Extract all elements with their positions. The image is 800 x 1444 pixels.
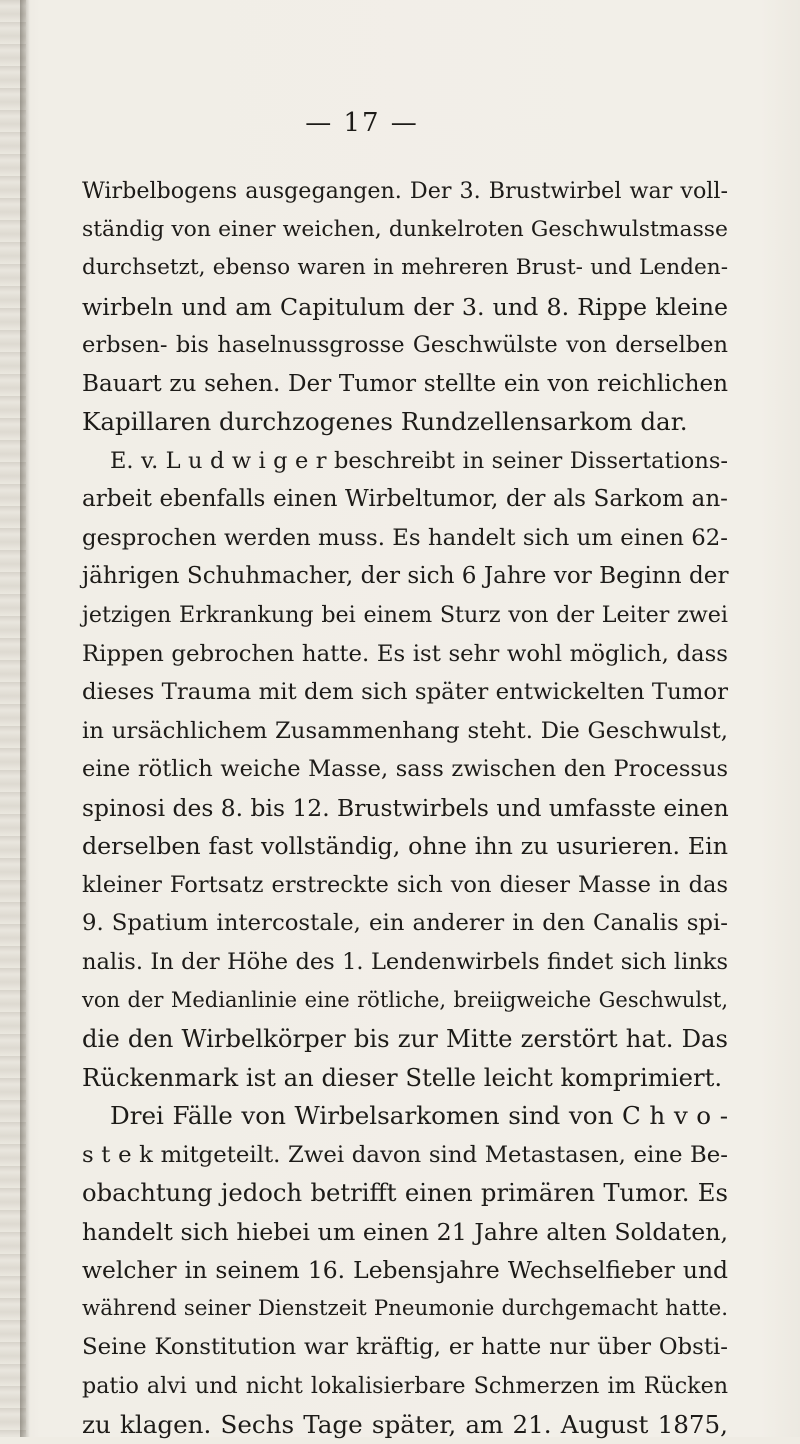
text-line: nalis. In der Höhe des 1. Lendenwirbels findet sich links — [82, 943, 728, 982]
text-line: 9. Spatium intercostale, ein anderer in den Canalis spi- — [82, 904, 728, 943]
text-line: in ursächlichem Zusammenhang steht. Die Geschwulst, — [82, 712, 728, 751]
body-text — [82, 172, 728, 1444]
text-line: obachtung jedoch betrifft einen primären Tumor. Es — [82, 1174, 728, 1213]
text-line: kleiner Fortsatz erstreckte sich von dieser Masse in das — [82, 866, 728, 905]
text-line: von der Medianlinie eine rötliche, breiigweiche Geschwulst, — [82, 981, 728, 1020]
text-line: erbsen- bis haselnussgrosse Geschwülste von derselben — [82, 326, 728, 365]
text-line: welcher in seinem 16. Lebensjahre Wechselfieber und — [82, 1251, 728, 1290]
text-line: s t e k mitgeteilt. Zwei davon sind Metastasen, eine Be- — [82, 1136, 728, 1175]
text-line: jetzigen Erkrankung bei einem Sturz von der Leiter zwei — [82, 596, 728, 635]
text-line: spinosi des 8. bis 12. Brustwirbels und umfasste einen — [82, 789, 728, 828]
text-line: Bauart zu sehen. Der Tumor stellte ein von reichlichen — [82, 365, 728, 404]
text-line: Kapillaren durchzogenes Rundzellensarkom dar. — [82, 403, 728, 442]
text-line: arbeit ebenfalls einen Wirbeltumor, der als Sarkom an- — [82, 480, 728, 519]
text-line: E. v. L u d w i g e r beschreibt in seiner Dissertations- — [82, 442, 728, 481]
text-line: während seiner Dienstzeit Pneumonie durchgemacht hatte. — [82, 1290, 728, 1329]
text-line: Rückenmark ist an dieser Stelle leicht komprimiert. — [82, 1059, 728, 1098]
text-line: Seine Konstitution war kräftig, er hatte nur über Obsti- — [82, 1328, 728, 1367]
text-line: eine rötlich weiche Masse, sass zwischen den Processus — [82, 750, 728, 789]
text-line: wirbeln und am Capitulum der 3. und 8. Rippe kleine — [82, 288, 728, 327]
text-line: dieses Trauma mit dem sich später entwickelten Tumor — [82, 673, 728, 712]
binding-shadow — [20, 0, 30, 1437]
text-line: ständig von einer weichen, dunkelroten Geschwulstmasse — [82, 211, 728, 250]
text-line: zu klagen. Sechs Tage später, am 21. August 1875, — [82, 1406, 728, 1444]
text-line: Wirbelbogens ausgegangen. Der 3. Brustwirbel war voll- — [82, 172, 728, 211]
text-line: Rippen gebrochen hatte. Es ist sehr wohl möglich, dass — [82, 635, 728, 674]
text-line: durchsetzt, ebenso waren in mehreren Brust- und Lenden- — [82, 249, 728, 288]
page-number: — 17 — — [0, 108, 762, 138]
text-line: patio alvi und nicht lokalisierbare Schmerzen im Rücken — [82, 1367, 728, 1406]
text-line: derselben fast vollständig, ohne ihn zu usurieren. Ein — [82, 827, 728, 866]
text-line: handelt sich hiebei um einen 21 Jahre alten Soldaten, — [82, 1213, 728, 1252]
text-line: Drei Fälle von Wirbelsarkomen sind von C h v o - — [82, 1097, 728, 1136]
text-line: jährigen Schuhmacher, der sich 6 Jahre vor Beginn der — [82, 557, 728, 596]
text-line: gesprochen werden muss. Es handelt sich um einen 62- — [82, 519, 728, 558]
text-line: die den Wirbelkörper bis zur Mitte zerstört hat. Das — [82, 1020, 728, 1059]
